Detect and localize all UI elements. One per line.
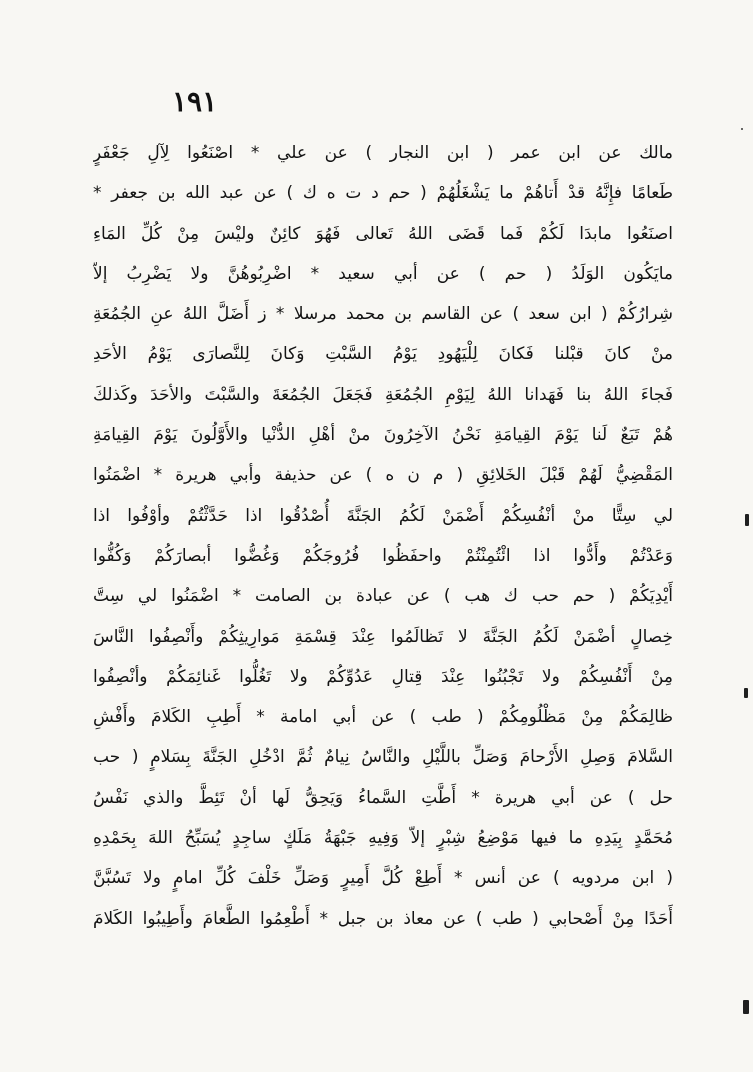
body-text [93,133,673,939]
text-line: شِرارُكُمْ ( ابن سعد ) عن القاسم بن محمد مرسلا * ز أَضَلَّ اللهُ عنِ الجُمُعَةِ [93,304,673,325]
text-line: وَعَدْتُمْ وأَدُّوا اذا ائْتُمِنْتُمْ واحفَظُوا فُرُوجَكُمْ وَغُضُّوا أبصارَكُمْ وَكُفُّوا [93,545,673,566]
scan-edge-mark [744,688,748,698]
text-line: طَعامًا فإِنَّهُ قدْ أَتاهُمْ ما يَشْغَلُهُمْ ( حم د ت ه ك ) عن عبد الله بن جعفر * [93,183,673,204]
text-line: هُمْ تَبَعٌ لَنا يَوْمَ القِيامَةِ نَحْنُ الآخِرُونَ منْ أهْلِ الدُّنْيا والأَوَّلُونَ يَوْمَ القِيامَةِ [93,425,673,446]
text-line: لي سِتًّا منْ أنْفُسِكُمْ أَضْمَنْ لَكُمُ الجَنَّةَ أُصْدُقُوا اذا حَدَّثْتُمْ وأوْفُوا اذا [93,505,673,526]
text-line: السَّلامَ وَصِلِ الأَرْحامَ وَصَلِّ باللَّيْلِ والنَّاسُ نِيامٌ ثُمَّ ادْخُلِ الجَنَّةَ بِسَلامٍ ( حب [93,747,673,768]
text-line: منْ كانَ قبْلنا فَكانَ لِلْيَهُودِ يَوْمُ السَّبْتِ وَكانَ لِلنَّصارَى يَوْمُ الأحَدِ [93,344,673,365]
text-line: خِصالٍ أضْمَنْ لَكُمُ الجَنَّةَ لا تَظالَمُوا عِنْدَ قِسْمَةِ مَوارِيثِكُمْ وأَنْصِفُوا النَّاسَ [93,626,673,647]
text-line: حل ) عن أبي هريرة * أَطَّتِ السَّماءُ وَيَحِقُّ لَها أنْ تَئِطَّ والذي نَفْسُ [93,787,673,808]
text-line: مالك عن ابن عمر ( ابن النجار ) عن علي * اصْنَعُوا لِآلِ جَعْفَرٍ [93,143,673,163]
text-line: مُحَمَّدٍ بِيَدِهِ ما فيها مَوْضِعُ شِبْرٍ إلاّ وَفِيهِ جَبْهَةُ مَلَكٍ ساجِدٍ يُسَبِّحُ اللهَ بِحَمْدِهِ [93,828,673,849]
text-line: أَيْدِيَكُمْ ( حم حب ك هب ) عن عبادة بن الصامت * اضْمَنُوا لي سِتَّ [93,586,673,607]
text-line: المَقْضِيُّ لَهُمْ قَبْلَ الخَلائِقِ ( م ن ه ) عن حذيفة وأبي هريرة * اضْمَنُوا [93,465,673,486]
scan-edge-mark [743,1000,749,1014]
text-line: ظالِمَكُمْ مِنْ مَظْلُومِكُمْ ( طب ) عن أبي امامة * أَطِبِ الكَلامَ وأَفْشِ [93,707,673,728]
scan-speck [741,128,743,130]
text-line: مِنْ أَنْفُسِكُمْ ولا تَجْبُنُوا عِنْدَ قِتالِ عَدُوِّكُمْ ولا تَغُلُّوا غَنائِمَكُمْ وأنْصِفُوا [93,666,673,687]
scan-edge-mark [745,514,749,526]
text-line: ( ابن مردويه ) عن أنس * أَطِعْ كُلَّ أَمِيرٍ وَصَلِّ خَلْفَ كُلِّ امامٍ ولا تَسُبَّنَّ [93,868,673,889]
text-line: اصنَعُوا مابدَا لَكُمْ فَما قَضَى اللهُ تَعالى فَهُوَ كائِنٌ وليْسَ مِنْ كُلِّ المَاءِ [93,223,673,244]
text-line: مايَكُون الوَلَدُ ( حم ) عن أبي سعيد * اضْرِبُوهُنَّ ولا يَضْرِبُ إلاّ [93,263,673,284]
text-line: أَحَدًا مِنْ أَصْحابي ( طب ) عن معاذ بن جبل * أَطْعِمُوا الطَّعامَ وأَطِيبُوا الكَلامَ [93,908,673,929]
text-line: فَجاءَ اللهُ بنا فَهَدانا اللهُ لِيَوْمِ الجُمُعَةِ فَجَعَلَ الجُمُعَةَ والسَّبْتَ والأحَدَ وكَذلكَ [93,384,673,405]
page-number: ١٩١ [172,85,218,118]
